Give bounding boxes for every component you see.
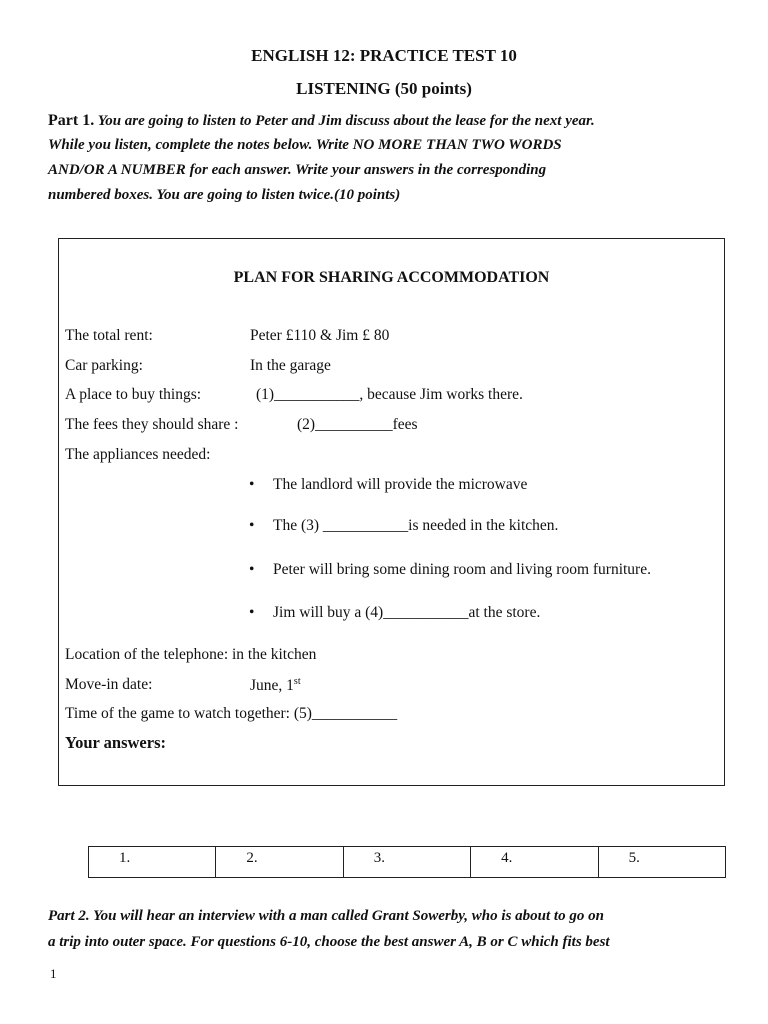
appliances-label: The appliances needed: xyxy=(65,446,211,463)
fees-label: The fees they should share : xyxy=(65,416,239,433)
answers-label: Your answers: xyxy=(65,733,166,752)
section-title: LISTENING (50 points) xyxy=(296,79,472,98)
move-in-row xyxy=(65,676,301,695)
part1-instructions-line-1 xyxy=(48,108,738,134)
bullet-text: Peter will bring some dining room and living room furniture. xyxy=(273,561,651,578)
answer-box-1[interactable]: 1. xyxy=(89,847,216,878)
game-row: Time of the game to watch together: (5)___________ xyxy=(65,705,398,722)
bullet-icon: • xyxy=(249,604,255,621)
car-parking-row xyxy=(65,357,331,375)
answer-box-4[interactable]: 4. xyxy=(471,847,598,878)
part2-line: Part 2. You will hear an interview with a man called Grant Sowerby, who is about to go on xyxy=(48,908,604,924)
place-label: A place to buy things: xyxy=(65,386,202,403)
answer-box-2[interactable]: 2. xyxy=(216,847,343,878)
bullet-icon: • xyxy=(249,476,255,493)
bullet-icon: • xyxy=(249,517,255,534)
move-in-value: June, 1st xyxy=(250,676,301,695)
total-rent-value: Peter £110 & Jim £ 80 xyxy=(250,327,390,344)
total-rent-label: The total rent: xyxy=(65,327,153,344)
answer-box-5[interactable]: 5. xyxy=(598,847,725,878)
fees-row xyxy=(65,416,418,434)
car-parking-value: In the garage xyxy=(250,357,331,374)
move-in-label: Move-in date: xyxy=(65,676,153,693)
part1-lead: Part 1. xyxy=(48,112,95,129)
answer-box-3[interactable]: 3. xyxy=(343,847,470,878)
part1-line: You are going to listen to Peter and Jim discuss about the lease for the next year. xyxy=(97,113,595,129)
bullet-icon: • xyxy=(249,561,255,578)
bullet-item xyxy=(249,561,651,579)
answer-table xyxy=(88,846,726,878)
telephone-row: Location of the telephone: in the kitchen xyxy=(65,646,317,663)
bullet-text: The landlord will provide the microwave xyxy=(273,476,528,493)
plan-title: PLAN FOR SHARING ACCOMMODATION xyxy=(233,269,550,286)
total-rent-row xyxy=(65,327,390,345)
move-in-sup: st xyxy=(293,676,301,687)
plan-box xyxy=(58,238,725,786)
bullet-item xyxy=(249,476,527,494)
page-title: ENGLISH 12: PRACTICE TEST 10 xyxy=(251,46,517,65)
fees-blank-2: (2)__________fees xyxy=(297,416,418,433)
part2-line: a trip into outer space. For questions 6-10, choose the best answer A, B or C which fits best xyxy=(48,934,610,950)
answer-row xyxy=(89,847,726,878)
place-blank-1: (1)___________, because Jim works there. xyxy=(256,386,523,403)
bullet-text: The (3) ___________is needed in the kitchen. xyxy=(273,517,559,534)
page-number: 1 xyxy=(50,966,57,981)
place-row xyxy=(65,386,523,404)
car-parking-label: Car parking: xyxy=(65,357,143,374)
bullet-item xyxy=(249,604,540,622)
bullet-item xyxy=(249,517,558,535)
part1-line: numbered boxes. You are going to listen twice.(10 points) xyxy=(48,187,401,203)
part1-line: While you listen, complete the notes below. Write NO MORE THAN TWO WORDS xyxy=(48,137,562,153)
part1-line: AND/OR A NUMBER for each answer. Write your answers in the corresponding xyxy=(48,162,547,178)
bullet-text: Jim will buy a (4)___________at the store. xyxy=(273,604,541,621)
